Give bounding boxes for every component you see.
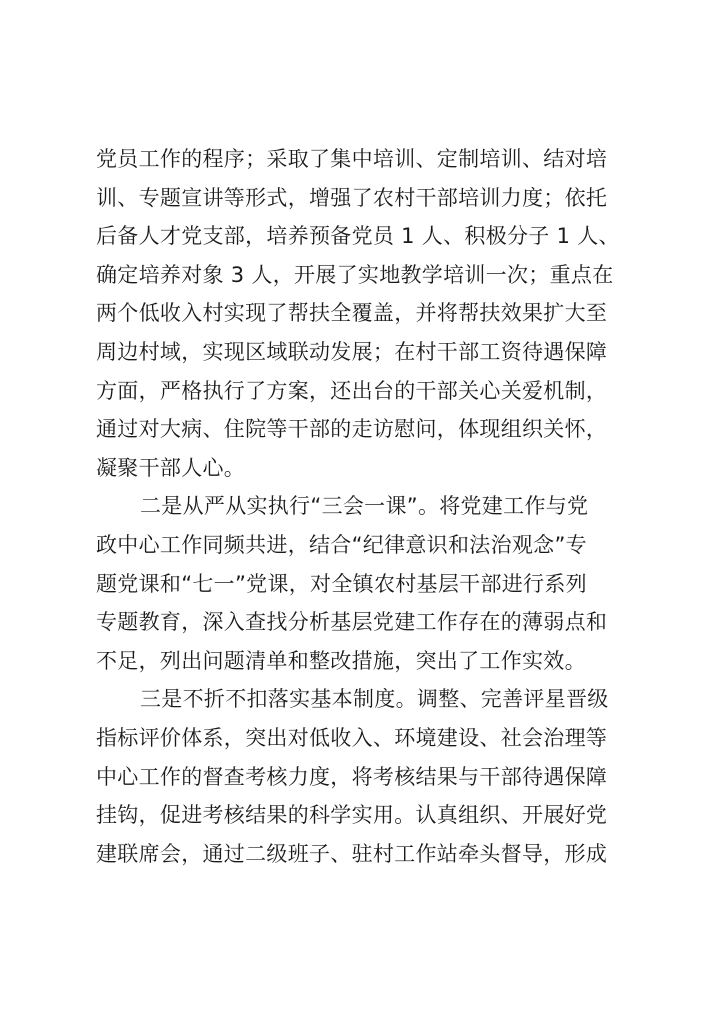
- text-line: 专题教育，深入查找分析基层党建工作存在的薄弱点和: [96, 610, 608, 635]
- text-line: 两个低收入村实现了帮扶全覆盖，并将帮扶效果扩大至: [96, 301, 608, 326]
- text-line: 确定培养对象 3 人，开展了实地教学培训一次；重点在: [96, 262, 614, 287]
- body-text: [96, 140, 636, 873]
- text-line: 凝聚干部人心。: [96, 455, 246, 480]
- text-line: 不足，列出问题清单和整改措施，突出了工作实效。: [96, 648, 586, 673]
- text-line: 训、专题宣讲等形式，增强了农村干部培训力度；依托: [96, 185, 608, 210]
- text-line: 挂钩，促进考核结果的科学实用。认真组织、开展好党: [96, 803, 608, 828]
- text-line: 通过对大病、住院等干部的走访慰问，体现组织关怀，: [96, 417, 608, 442]
- text-line: 指标评价体系，突出对低收入、环境建设、社会治理等: [96, 725, 608, 750]
- text-line: 建联席会，通过二级班子、驻村工作站牵头督导，形成: [96, 841, 608, 866]
- paragraph-first-line: 三是不折不扣落实基本制度。调整、完善评星晋级: [140, 687, 609, 712]
- text-line: 周边村域，实现区域联动发展；在村干部工资待遇保障: [96, 339, 608, 364]
- text-line: 题党课和“七一”党课，对全镇农村基层干部进行系列: [96, 571, 587, 596]
- text-line: 党员工作的程序；采取了集中培训、定制培训、结对培: [96, 147, 608, 171]
- paragraph-first-line: 二是从严从实执行“三会一课”。将党建工作与党: [140, 494, 589, 519]
- text-line: 政中心工作同频共进，结合“纪律意识和法治观念”专: [96, 532, 587, 557]
- text-line: 中心工作的督查考核力度，将考核结果与干部待遇保障: [96, 764, 608, 789]
- text-line: 方面，严格执行了方案，还出台的干部关心关爱机制，: [96, 378, 608, 403]
- text-line: 后备人才党支部，培养预备党员 1 人、积极分子 1 人、: [96, 224, 620, 249]
